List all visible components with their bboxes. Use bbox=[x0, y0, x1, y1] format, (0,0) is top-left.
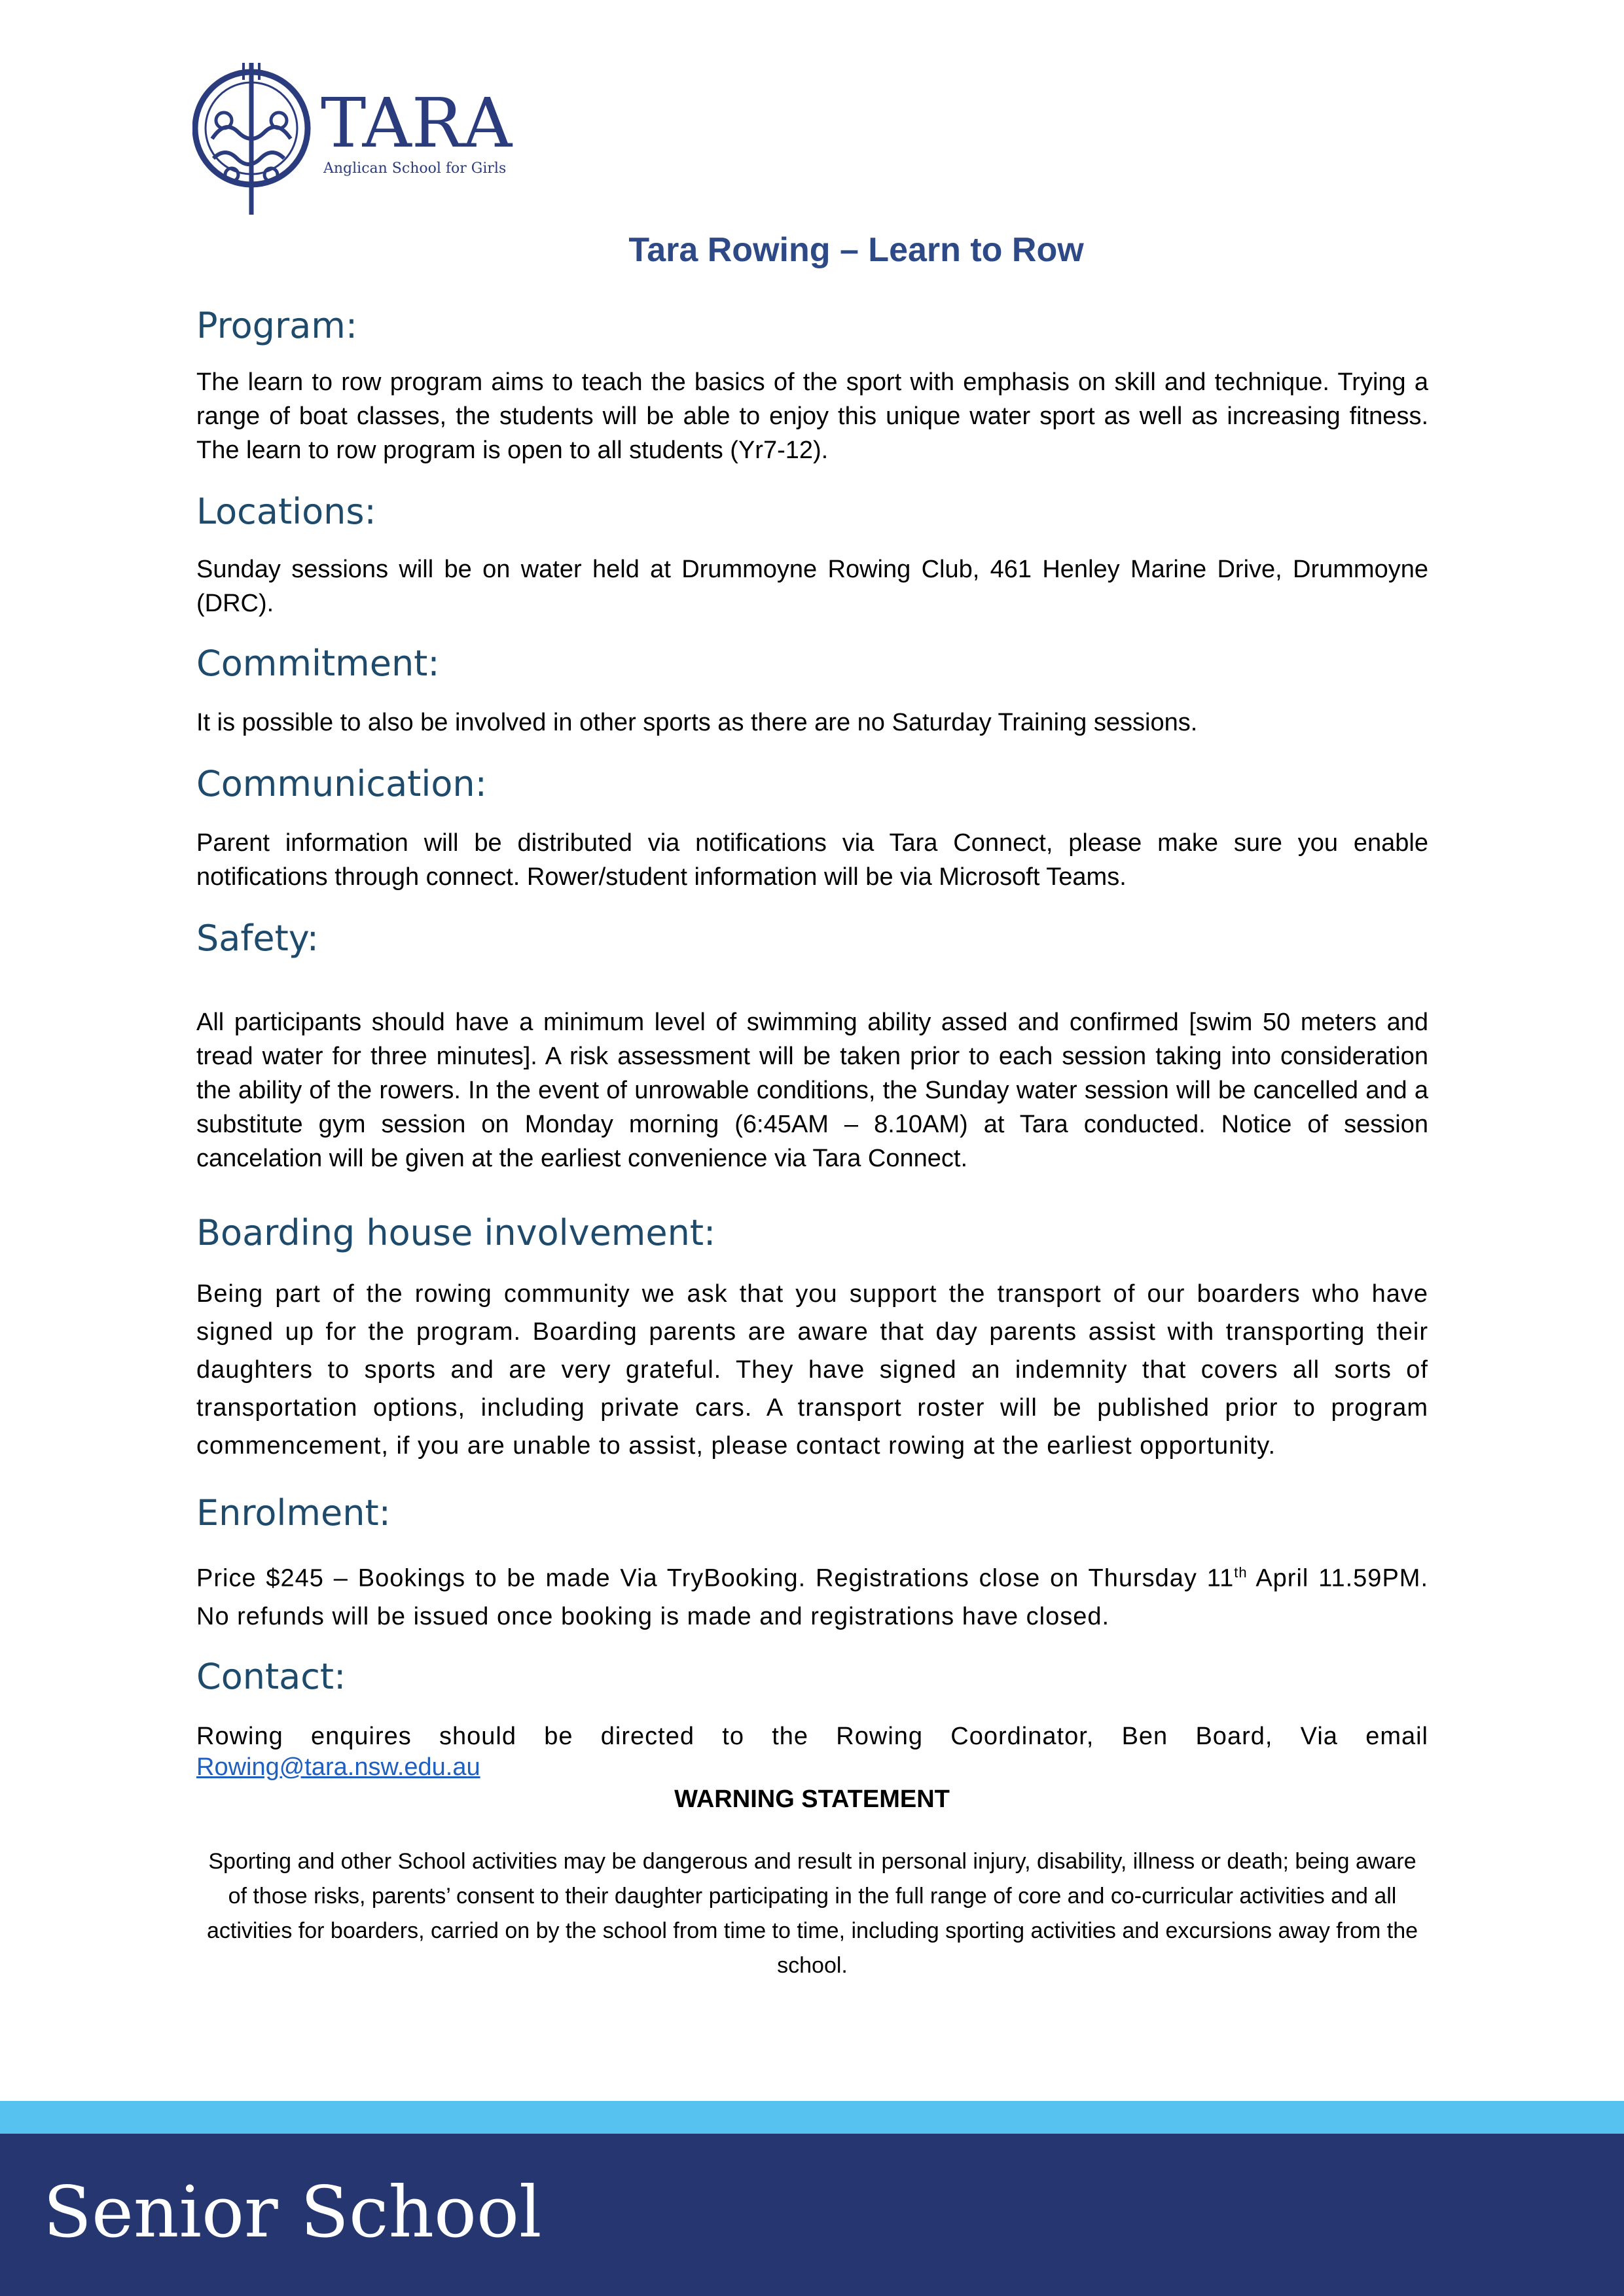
commitment-heading: Commitment: bbox=[196, 643, 440, 684]
contact-text: Rowing enquires should be directed to the Rowing Coordinator, Ben Board, Via email bbox=[196, 1723, 1428, 1750]
locations-heading: Locations: bbox=[196, 491, 376, 532]
boarding-heading: Boarding house involvement: bbox=[196, 1212, 716, 1253]
enrolment-superscript: th bbox=[1234, 1564, 1248, 1581]
enrolment-text-before: Price $245 – Bookings to be made Via TryBooking. Registrations close on Thursday 11 bbox=[196, 1564, 1235, 1592]
commitment-text: It is possible to also be involved in other sports as there are no Saturday Training sessions. bbox=[196, 709, 1198, 736]
warning-text: Sporting and other School activities may be dangerous and result in personal injury, disability, illness or death; being aware of those risks, parents’ consent to their daughter participating in the full range of core and co-curricular activities and all activities for boarders, carried on by the school from time to time, including sporting activities and excursions away from the school. bbox=[206, 1849, 1418, 1978]
contact-heading: Contact: bbox=[196, 1656, 346, 1697]
communication-heading: Communication: bbox=[196, 763, 487, 804]
program-text: The learn to row program aims to teach the basics of the sport with emphasis on skill and technique. Trying a range of boat classes, the students will be able to enjoy this unique water sport as well as increasing fitness. The learn to row program is open to all students (Yr7-12). bbox=[196, 368, 1428, 464]
boarding-text: Being part of the rowing community we ask that you support the transport of our boarders who have signed up for the program. Boarding parents are aware that day parents assist with transporting their daughters to sports and are very grateful. They have signed an indemnity that covers all sorts of transportation options, including private cars. A transport roster will be published prior to program commencement, if you are unable to assist, please contact rowing at the earliest opportunity. bbox=[196, 1280, 1428, 1460]
contact-email-link[interactable]: Rowing@tara.nsw.edu.au bbox=[196, 1753, 480, 1781]
communication-text: Parent information will be distributed via notifications via Tara Connect, please make sure you enable notifications through connect. Rower/student information will be via Microsoft Teams. bbox=[196, 829, 1428, 891]
school-logo bbox=[192, 60, 533, 217]
program-heading: Program: bbox=[196, 305, 358, 346]
enrolment-heading: Enrolment: bbox=[196, 1492, 391, 1534]
safety-text: All participants should have a minimum level of swimming ability assed and confirmed [swim 50 meters and tread water for three minutes]. A risk assessment will be taken prior to each session taking into consideration the ability of the rowers. In the event of unrowable conditions, the Sunday water session will be cancelled and a substitute gym session on Monday morning (6:45AM – 8.10AM) at Tara conducted. Notice of session cancelation will be given at the earliest convenience via Tara Connect. bbox=[196, 1009, 1428, 1172]
enrolment-text-after: April 11.59PM. No refunds will be issued once booking is made and registrations have closed. bbox=[196, 1564, 1428, 1630]
footer-label: Senior School bbox=[43, 2172, 542, 2253]
locations-text: Sunday sessions will be on water held at Drummoyne Rowing Club, 461 Henley Marine Drive, Drummoyne (DRC). bbox=[196, 556, 1428, 617]
enrolment-text bbox=[196, 1554, 1428, 1636]
warning-title: WARNING STATEMENT bbox=[674, 1785, 950, 1813]
safety-heading: Safety: bbox=[196, 918, 319, 959]
logo-name: TARA bbox=[321, 83, 513, 163]
page-title: Tara Rowing – Learn to Row bbox=[628, 231, 1084, 269]
tara-crest-icon bbox=[192, 60, 533, 217]
footer-accent-band bbox=[0, 2101, 1624, 2134]
logo-tagline: Anglican School for Girls bbox=[323, 160, 507, 177]
